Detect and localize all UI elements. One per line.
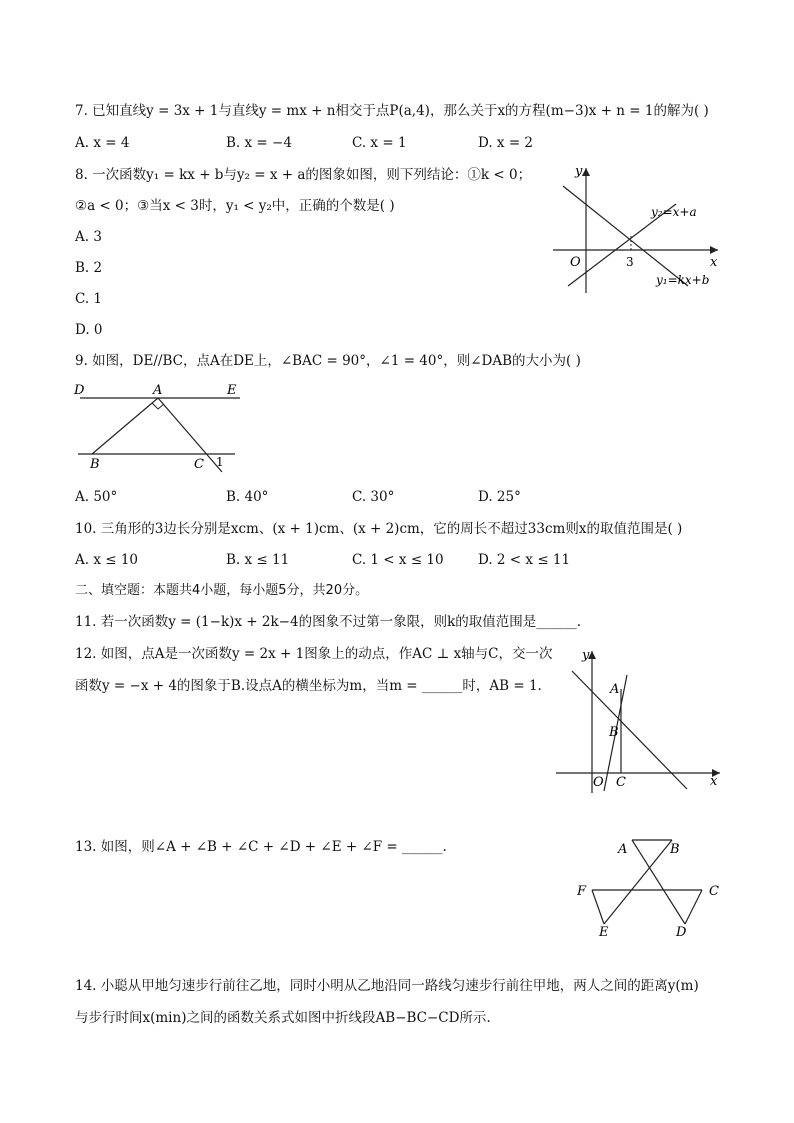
q7-option-c: C. x = 1 (352, 135, 407, 151)
q9-figure (70, 378, 250, 478)
q9-label-d: D (74, 383, 85, 398)
q12-origin-label: O (593, 775, 604, 790)
q8-option-a: A. 3 (75, 229, 102, 245)
q9-label-e: E (227, 383, 237, 398)
q13-label-d: D (676, 925, 687, 940)
q13-line-b-e (604, 840, 672, 924)
q10-stem: 10. 三角形的3边长分别是xcm、(x + 1)cm、(x + 2)cm，它的周长不超过33cm则x的取值范围是( ) (75, 521, 683, 537)
q9-label-a: A (153, 383, 163, 398)
q9-label-angle1: 1 (216, 455, 224, 469)
q8-y2-label: y₂=x+a (651, 205, 697, 219)
q12-stem-line1: 12. 如图，点A是一次函数y = 2x + 1图象上的动点，作AC ⊥ x轴与C，交一次 (75, 646, 553, 662)
q8-x-label: x (710, 255, 718, 270)
section-fill-in-blank-heading: 二、填空题：本题共4小题，每小题5分，共20分。 (75, 583, 369, 598)
q8-stem-line2: ②a < 0；③当x < 3时，y₁ < y₂中，正确的个数是( ) (75, 198, 395, 214)
q8-tick-3: 3 (626, 255, 634, 269)
q13-label-e: E (599, 925, 609, 940)
q8-stem-line1: 8. 一次函数y₁ = kx + b与y₂ = x + a的图象如图，则下列结论：①k < 0； (75, 167, 532, 183)
q10-option-b: B. x ≤ 11 (226, 552, 290, 568)
q10-option-c: C. 1 < x ≤ 10 (352, 552, 444, 568)
q13-label-a: A (618, 842, 628, 857)
q13-label-c: C (709, 884, 719, 899)
q9-option-a: A. 50° (75, 489, 118, 505)
q14-stem-line1: 14. 小聪从甲地匀速步行前往乙地，同时小明从乙地沿同一路线匀速步行前往甲地，两人之间的距离y(m) (75, 978, 699, 994)
q14-stem-line2: 与步行时间x(min)之间的函数关系式如图中折线段AB−BC−CD所示. (75, 1010, 491, 1026)
q13-figure (572, 832, 722, 942)
q10-option-a: A. x ≤ 10 (75, 552, 139, 568)
q9-option-d: D. 25° (478, 489, 521, 505)
q8-origin-label: O (570, 255, 581, 270)
q9-option-c: C. 30° (352, 489, 395, 505)
q12-line-minus-x-plus-4 (572, 671, 687, 789)
q13-label-f: F (577, 884, 587, 899)
q10-option-d: D. 2 < x ≤ 11 (478, 552, 571, 568)
q8-option-c: C. 1 (75, 291, 103, 307)
q13-stem: 13. 如图，则∠A + ∠B + ∠C + ∠D + ∠E + ∠F = ______. (75, 839, 447, 855)
q12-label-a: A (610, 682, 620, 697)
q7-option-a: A. x = 4 (75, 135, 130, 151)
q12-y-label: y (582, 648, 590, 663)
q11-stem: 11. 若一次函数y = (1−k)x + 2k−4的图象不过第一象限，则k的取值范围是______. (75, 614, 582, 630)
q13-segment-cd (685, 890, 702, 924)
q7-option-d: D. x = 2 (478, 135, 534, 151)
q8-option-d: D. 0 (75, 322, 103, 338)
q12-stem-line2: 函数y = −x + 4的图象于B.设点A的横坐标为m，当m = ______时，AB = 1. (75, 678, 542, 694)
q7-stem: 7. 已知直线y = 3x + 1与直线y = mx + n相交于点P(a,4)，那么关于x的方程(m−3)x + n = 1的解为( ) (75, 103, 709, 119)
q9-option-b: B. 40° (226, 489, 269, 505)
q12-x-label: x (710, 774, 718, 789)
q9-right-angle-mark (152, 403, 164, 409)
q8-y1-label: y₁=kx+b (656, 273, 710, 287)
q8-line-y1 (563, 186, 688, 286)
q9-label-b: B (90, 457, 100, 472)
q12-label-c: C (616, 775, 626, 790)
q12-label-b: B (609, 725, 619, 740)
q9-label-c: C (194, 457, 204, 472)
q9-line-ac (158, 398, 222, 472)
q9-stem: 9. 如图，DE//BC，点A在DE上，∠BAC = 90°，∠1 = 40°，则∠DAB的大小为( ) (75, 353, 581, 369)
q8-option-b: B. 2 (75, 260, 103, 276)
q8-figure (548, 158, 728, 296)
q13-label-b: B (670, 842, 680, 857)
q9-line-ab (92, 398, 158, 454)
q12-figure (552, 645, 724, 795)
q13-segment-fe (592, 890, 604, 924)
q7-option-b: B. x = −4 (226, 135, 292, 151)
q8-y-label: y (575, 164, 583, 179)
